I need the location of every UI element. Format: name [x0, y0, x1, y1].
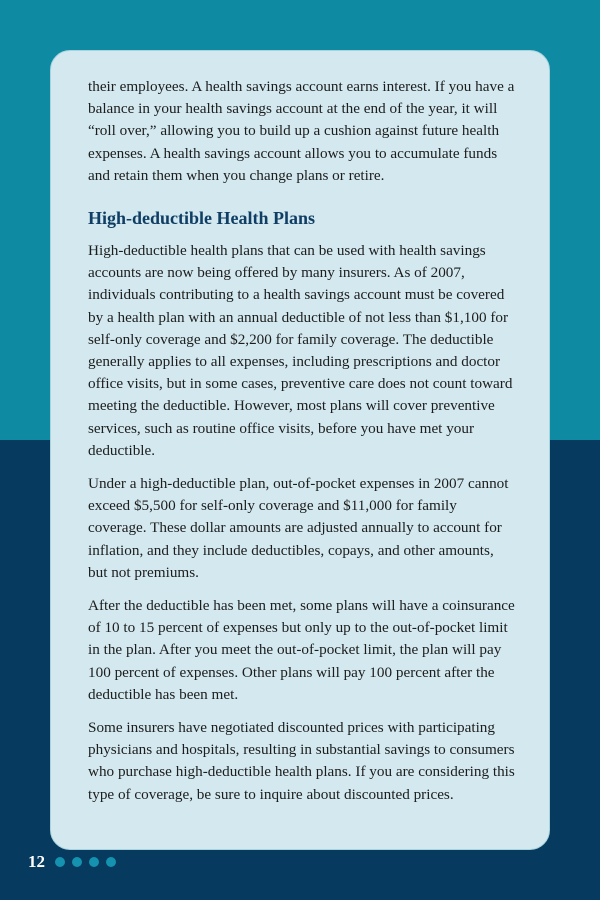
decorative-dot-icon — [72, 857, 82, 867]
page-content — [88, 76, 516, 817]
decorative-dot-icon — [89, 857, 99, 867]
body-paragraph: High-deductible health plans that can be used with health savings accounts are now being offered by many insurers. As of 2007, individuals contributing to a health savings account must be covered by a health plan with an annual deductible of not less than $1,100 for self-only coverage and $2,200 for family coverage. The deductible generally applies to all expenses, including prescriptions and doctor office visits, but in some cases, preventive care does not count toward meeting the deductible. However, most plans will cover preventive services, such as routine office visits, before you have met your deductible. — [88, 242, 513, 459]
decorative-dot-icon — [106, 857, 116, 867]
body-paragraph: Some insurers have negotiated discounted prices with participating physicians and hospitals, resulting in substantial savings to consumers who purchase high-deductible health plans. If you are considering this type of coverage, be sure to inquire about discounted prices. — [88, 719, 515, 803]
decorative-dot-icon — [55, 857, 65, 867]
body-paragraph: After the deductible has been met, some plans will have a coinsurance of 10 to 15 percent of expenses but only up to the out-of-pocket limit in the plan. After you meet the out-of-pocket limit, the plan will pay 100 percent of expenses. Other plans will pay 100 percent after the deductible has been met. — [88, 597, 515, 703]
page-footer — [28, 850, 123, 874]
body-paragraph: Under a high-deductible plan, out-of-pocket expenses in 2007 cannot exceed $5,500 for self-only coverage and $11,000 for family coverage. These dollar amounts are adjusted annually to account for inflation, and they include deductibles, copays, and other amounts, but not premiums. — [88, 475, 509, 581]
page-number: 12 — [28, 852, 45, 871]
section-heading: High-deductible Health Plans — [88, 208, 316, 229]
intro-paragraph: their employees. A health savings account earns interest. If you have a balance in your health savings account at the end of the year, it will “roll over,” allowing you to build up a cushion against future health expenses. A health savings account allows you to accumulate funds and retain them when you change plans or retire. — [88, 78, 515, 184]
